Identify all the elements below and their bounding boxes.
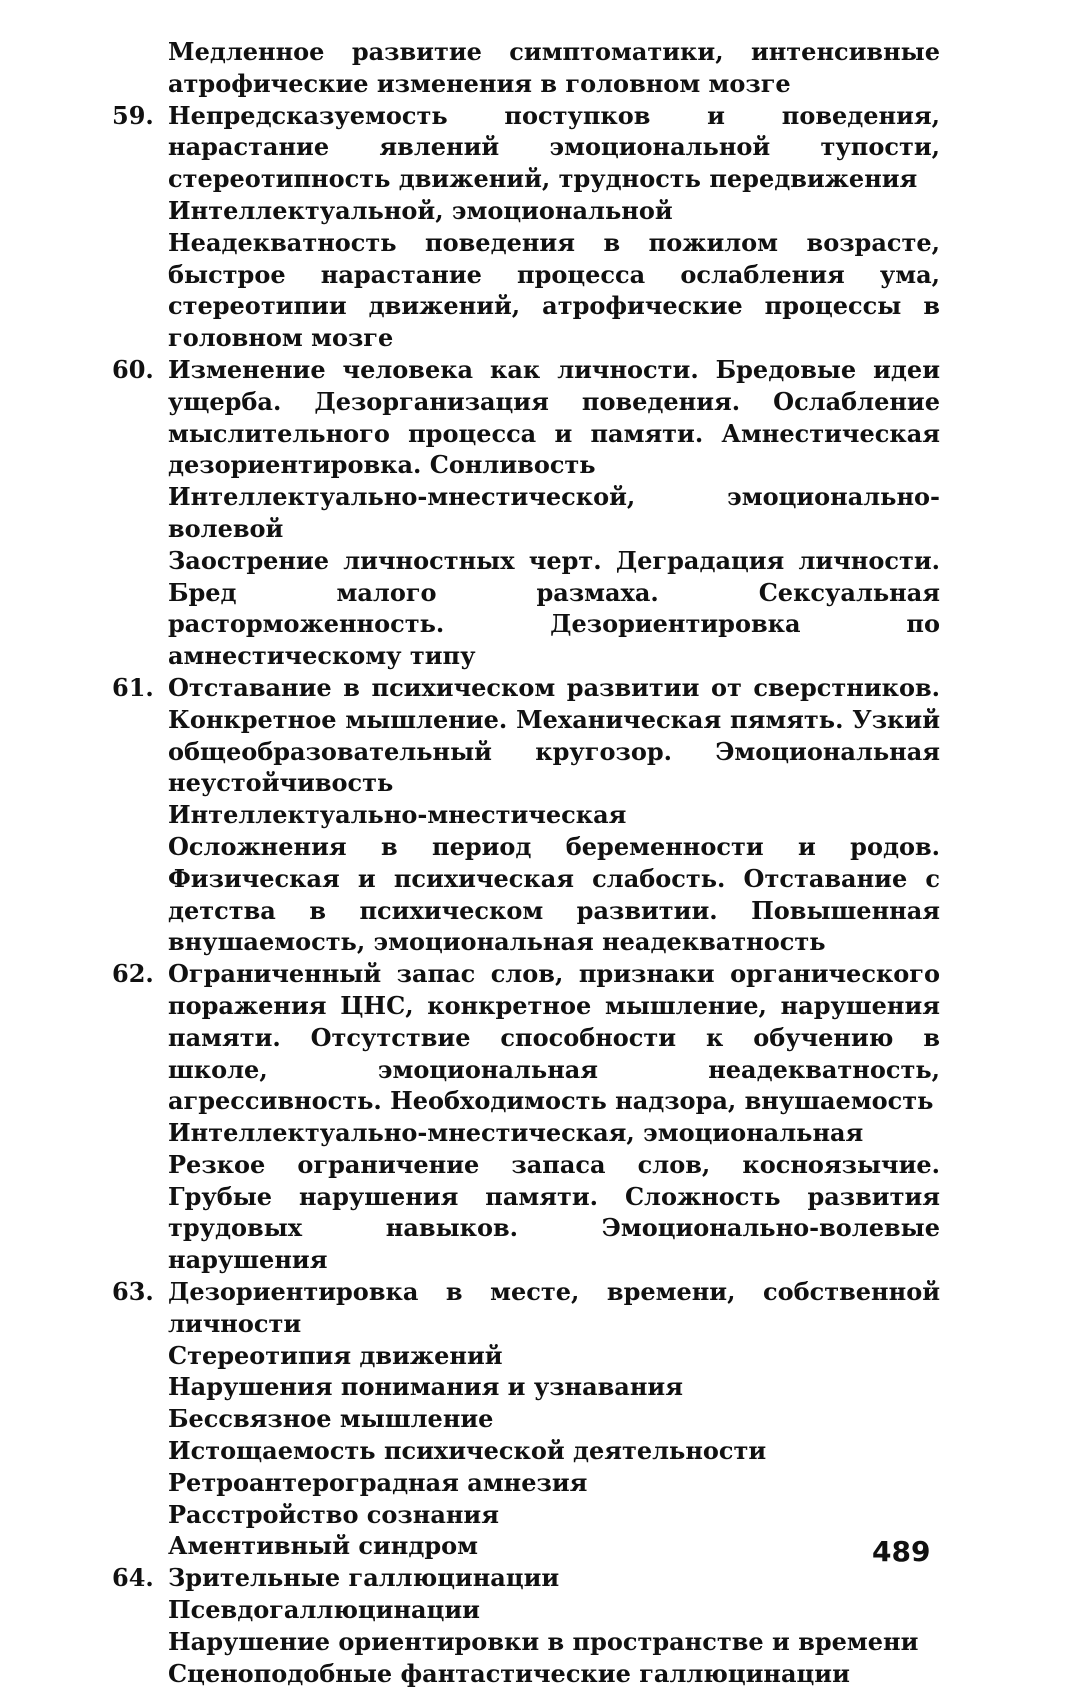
item-number: 63. [112, 1277, 154, 1307]
text-block [112, 672, 940, 799]
text-block [112, 1562, 940, 1594]
text-block [112, 1626, 940, 1658]
text-block [112, 100, 940, 195]
page-number: 489 [872, 1535, 931, 1568]
text-block [112, 1658, 940, 1689]
block-text: Заострение личностных черт. Деградация личности. Бред малого размаха. Сексуальная расторможенность. Дезориентировка по амнестическому типу [168, 545, 940, 671]
text-block [112, 1403, 940, 1435]
block-text: Ретроантероградная амнезия [168, 1467, 588, 1497]
text-block [112, 36, 940, 100]
block-text: Резкое ограничение запаса слов, косноязычие. Грубые нарушения памяти. Сложность развития трудовых навыков. Эмоционально-волевые нарушения [168, 1149, 940, 1275]
item-number: 59. [112, 100, 154, 130]
block-text: Нарушения понимания и узнавания [168, 1372, 683, 1402]
text-block [112, 481, 940, 545]
block-text: Бессвязное мышление [168, 1404, 494, 1434]
block-text: Непредсказуемость поступков и поведения, нарастание явлений эмоциональной тупости, стереотипность движений, трудность передвижения [168, 100, 940, 194]
block-text: Сценоподобные фантастические галлюцинации [168, 1658, 850, 1688]
block-text: Медленное развитие симптоматики, интенсивные атрофические изменения в головном мозге [168, 37, 940, 98]
text-block [112, 1117, 940, 1149]
block-text: Расстройство сознания [168, 1499, 499, 1529]
item-number: 64. [112, 1563, 154, 1593]
text-block [112, 227, 940, 354]
block-text: Истощаемость психической деятельности [168, 1436, 767, 1466]
text-block [112, 354, 940, 481]
text-block [112, 545, 940, 672]
text-block [112, 831, 940, 958]
text-block [112, 1499, 940, 1531]
item-number: 62. [112, 959, 154, 989]
block-text: Осложнения в период беременности и родов. Физическая и психическая слабость. Отставание с детства в психическом развитии. Повышенная внушаемость, эмоциональная неадекватность [168, 831, 940, 957]
text-block [112, 1467, 940, 1499]
block-text: Изменение человека как личности. Бредовые идеи ущерба. Дезорганизация поведения. Ослабление мыслительного процесса и памяти. Амнестическая дезориентировка. Сонливость [168, 354, 940, 480]
text-block [112, 195, 940, 227]
text-block [112, 958, 940, 1117]
block-text: Интеллектуальной, эмоциональной [168, 195, 673, 225]
block-text: Неадекватность поведения в пожилом возрасте, быстрое нарастание процесса ослабления ума, стереотипии движений, атрофические процессы в головном мозге [168, 227, 940, 353]
text-block [112, 1530, 940, 1562]
block-text: Нарушение ориентировки в пространстве и времени [168, 1626, 919, 1656]
text-block [112, 1149, 940, 1276]
block-text: Интеллектуально-мнестическая [168, 800, 627, 830]
block-text: Псевдогаллюцинации [168, 1595, 480, 1625]
text-block [112, 1340, 940, 1372]
block-text: Интеллектуально-мнестическая, эмоциональная [168, 1118, 864, 1148]
item-number: 61. [112, 672, 154, 702]
block-text: Отставание в психическом развитии от сверстников. Конкретное мышление. Механическая пямять. Узкий общеобразовательный кругозор. Эмоциональная неустойчивость [168, 672, 940, 798]
page-content [112, 36, 940, 1689]
block-text: Стереотипия движений [168, 1340, 503, 1370]
block-text: Аментивный синдром [168, 1531, 478, 1561]
block-text: Ограниченный запас слов, признаки органического поражения ЦНС, конкретное мышление, нарушения памяти. Отсутствие способности к обучению в школе, эмоциональная неадекватность, агрессивность. Необходимость надзора, внушаемость [168, 959, 940, 1116]
text-block [112, 799, 940, 831]
text-block [112, 1276, 940, 1340]
block-text: Интеллектуально-мнестической, эмоционально-волевой [168, 482, 940, 543]
text-block [112, 1594, 940, 1626]
text-block [112, 1371, 940, 1403]
item-number: 60. [112, 354, 154, 384]
block-text: Дезориентировка в месте, времени, собственной личности [168, 1277, 940, 1338]
block-text: Зрительные галлюцинации [168, 1563, 560, 1593]
text-block [112, 1435, 940, 1467]
